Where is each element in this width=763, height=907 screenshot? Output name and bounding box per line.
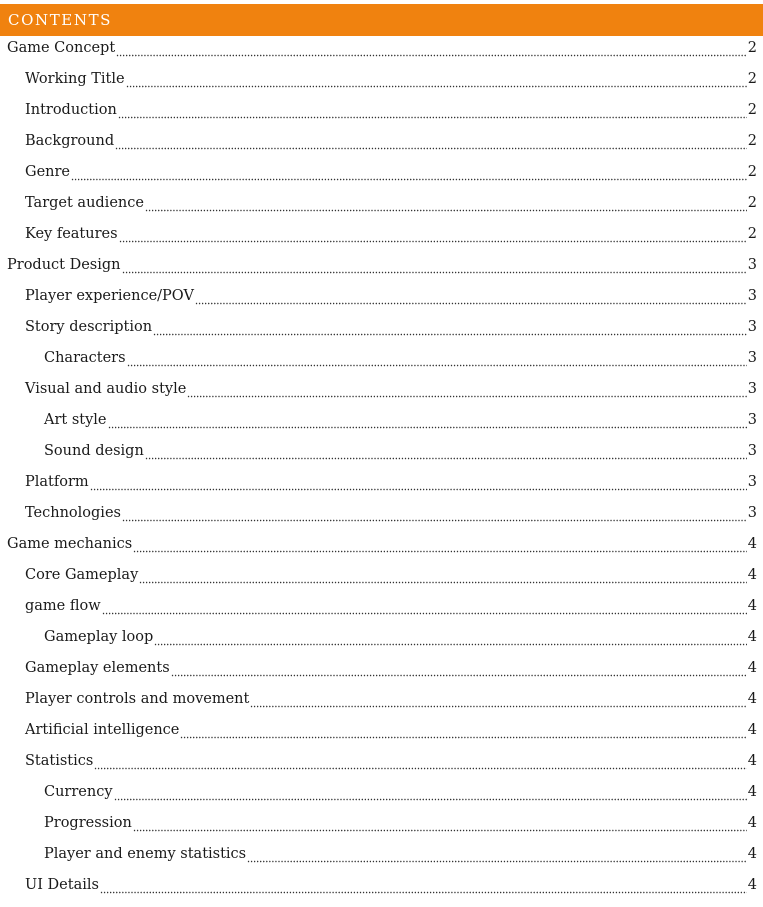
toc-entry-page: 2 <box>747 39 757 56</box>
toc-entry-label: Game Concept <box>7 39 116 56</box>
toc-entry-page: 4 <box>747 845 757 862</box>
toc-entry-label: Working Title <box>25 70 125 87</box>
toc-entry-page: 4 <box>747 628 757 645</box>
toc-entry-label: Player controls and movement <box>25 690 250 707</box>
dot-leader <box>122 508 747 522</box>
toc-entry-page: 4 <box>747 814 757 831</box>
toc-entry-page: 3 <box>747 287 757 304</box>
toc-entry-page: 4 <box>747 659 757 676</box>
toc-entry-label: Story description <box>25 318 153 335</box>
toc-entry-page: 3 <box>747 442 757 459</box>
toc-entry-label: Progression <box>44 814 132 831</box>
dot-leader <box>153 322 747 336</box>
toc-entry[interactable] <box>0 466 763 497</box>
dot-leader <box>154 632 746 646</box>
dot-leader <box>247 849 747 863</box>
toc-entry-page: 3 <box>747 411 757 428</box>
toc-entry-page: 2 <box>747 163 757 180</box>
toc-entry-page: 4 <box>747 535 757 552</box>
toc-entry[interactable] <box>0 869 763 900</box>
dot-leader <box>122 260 747 274</box>
toc-entry[interactable] <box>0 187 763 218</box>
toc-entry[interactable] <box>0 714 763 745</box>
toc-entry-label: Art style <box>44 411 107 428</box>
toc-entry[interactable] <box>0 94 763 125</box>
toc-entry-page: 2 <box>747 225 757 242</box>
dot-leader <box>133 539 747 553</box>
dot-leader <box>71 167 747 181</box>
toc-entry[interactable] <box>0 32 763 63</box>
toc-entry-label: Gameplay loop <box>44 628 154 645</box>
dot-leader <box>145 446 747 460</box>
dot-leader <box>195 291 747 305</box>
toc-entry-page: 4 <box>747 597 757 614</box>
toc-entry[interactable] <box>0 559 763 590</box>
toc-entry-label: Game mechanics <box>7 535 133 552</box>
toc-entry[interactable] <box>0 342 763 373</box>
toc-entry-page: 4 <box>747 566 757 583</box>
toc-entry[interactable] <box>0 838 763 869</box>
dot-leader <box>187 384 746 398</box>
toc-entry[interactable] <box>0 311 763 342</box>
dot-leader <box>115 136 747 150</box>
toc-entry-label: Player and enemy statistics <box>44 845 247 862</box>
dot-leader <box>250 694 746 708</box>
dot-leader <box>119 229 747 243</box>
toc-entry[interactable] <box>0 404 763 435</box>
toc-entry-label: Core Gameplay <box>25 566 139 583</box>
toc-entry[interactable] <box>0 590 763 621</box>
toc-entry-label: Gameplay elements <box>25 659 170 676</box>
dot-leader <box>145 198 747 212</box>
toc-entry-page: 2 <box>747 194 757 211</box>
toc-entry[interactable] <box>0 125 763 156</box>
toc-entry[interactable] <box>0 435 763 466</box>
dot-leader <box>108 415 747 429</box>
toc-entry-page: 4 <box>747 690 757 707</box>
toc-entry-label: Visual and audio style <box>25 380 187 397</box>
dot-leader <box>94 756 746 770</box>
dot-leader <box>180 725 746 739</box>
toc-entry-page: 2 <box>747 70 757 87</box>
toc-entry[interactable] <box>0 807 763 838</box>
toc-entry[interactable] <box>0 249 763 280</box>
dot-leader <box>133 818 747 832</box>
dot-leader <box>116 43 747 57</box>
dot-leader <box>100 880 747 894</box>
toc-entry-label: Currency <box>44 783 113 800</box>
toc-entry[interactable] <box>0 280 763 311</box>
toc-entry[interactable] <box>0 218 763 249</box>
dot-leader <box>139 570 747 584</box>
toc-entry[interactable] <box>0 776 763 807</box>
toc-entry-page: 4 <box>747 783 757 800</box>
toc-entry[interactable] <box>0 156 763 187</box>
dot-leader <box>90 477 747 491</box>
toc-entry[interactable] <box>0 497 763 528</box>
toc-entry-label: Genre <box>25 163 71 180</box>
dot-leader <box>118 105 747 119</box>
dot-leader <box>114 787 747 801</box>
toc-entry-page: 3 <box>747 349 757 366</box>
toc-entry-page: 3 <box>747 318 757 335</box>
toc-entry-label: Platform <box>25 473 89 490</box>
toc-entry-label: Background <box>25 132 115 149</box>
toc-entry[interactable] <box>0 652 763 683</box>
toc-entry[interactable] <box>0 63 763 94</box>
toc-entry-label: Statistics <box>25 752 94 769</box>
toc-title: CONTENTS <box>8 10 113 29</box>
toc-entry-label: Key features <box>25 225 118 242</box>
toc-entry[interactable] <box>0 745 763 776</box>
dot-leader <box>127 353 747 367</box>
toc-entry[interactable] <box>0 528 763 559</box>
toc-entry-label: Sound design <box>44 442 144 459</box>
toc-entry-page: 3 <box>747 473 757 490</box>
toc-entry[interactable] <box>0 683 763 714</box>
toc-entry[interactable] <box>0 373 763 404</box>
toc-list <box>0 32 763 900</box>
toc-entry-label: Player experience/POV <box>25 287 194 304</box>
toc-entry-page: 4 <box>747 721 757 738</box>
dot-leader <box>171 663 747 677</box>
toc-entry-label: Technologies <box>25 504 121 521</box>
toc-entry-page: 3 <box>747 256 757 273</box>
toc-entry-page: 3 <box>747 504 757 521</box>
toc-entry-page: 2 <box>747 132 757 149</box>
dot-leader <box>102 601 747 615</box>
toc-entry-label: game flow <box>25 597 101 614</box>
dot-leader <box>126 74 747 88</box>
toc-entry[interactable] <box>0 621 763 652</box>
toc-entry-page: 4 <box>747 876 757 893</box>
toc-entry-label: Artificial intelligence <box>25 721 180 738</box>
toc-entry-page: 3 <box>747 380 757 397</box>
toc-entry-label: Product Design <box>7 256 121 273</box>
toc-entry-page: 4 <box>747 752 757 769</box>
toc-entry-label: Introduction <box>25 101 117 118</box>
toc-entry-label: Characters <box>44 349 126 366</box>
toc-entry-page: 2 <box>747 101 757 118</box>
toc-entry-label: UI Details <box>25 876 99 893</box>
toc-entry-label: Target audience <box>25 194 144 211</box>
